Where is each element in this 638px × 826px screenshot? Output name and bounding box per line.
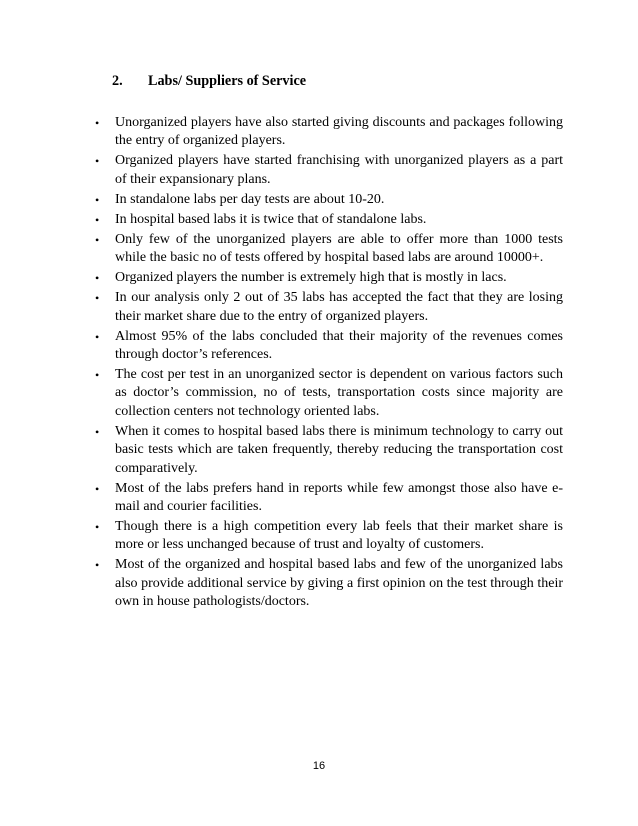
bullet-icon: • bbox=[95, 558, 100, 573]
bullet-text: Though there is a high competition every lab feels that their market share is more or less unchanged because of trust and loyalty of customers. bbox=[115, 519, 563, 553]
bullet-item bbox=[95, 269, 563, 287]
bullet-text: Only few of the unorganized players are able to offer more than 1000 tests while the basic no of tests offered by hospital based labs are around 10000+. bbox=[115, 231, 563, 266]
section-number: 2. bbox=[112, 73, 123, 89]
bullet-text: Organized players the number is extremely high that is mostly in lacs. bbox=[115, 270, 507, 286]
bullet-text: Most of the organized and hospital based labs and few of the unorganized labs also provide additional service by giving a first opinion on the test through their own in house pathologists/doctors. bbox=[115, 557, 563, 610]
bullet-icon: • bbox=[95, 368, 100, 383]
bullet-text: Almost 95% of the labs concluded that their majority of the revenues comes through doctor’s references. bbox=[115, 328, 563, 363]
bullet-icon: • bbox=[95, 232, 100, 247]
bullet-icon: • bbox=[95, 271, 100, 286]
bullet-item bbox=[95, 231, 563, 268]
bullet-list bbox=[95, 114, 563, 613]
section-title: Labs/ Suppliers of Service bbox=[148, 73, 307, 89]
bullet-item bbox=[95, 191, 563, 209]
bullet-icon: • bbox=[95, 154, 100, 169]
bullet-item bbox=[95, 328, 563, 365]
bullet-item bbox=[95, 152, 563, 189]
bullet-text: Most of the labs prefers hand in reports while few amongst those also have e-mail and courier facilities. bbox=[115, 480, 563, 515]
bullet-item bbox=[95, 289, 563, 326]
bullet-item bbox=[95, 518, 563, 555]
bullet-icon: • bbox=[95, 520, 100, 535]
bullet-icon: • bbox=[95, 481, 100, 496]
bullet-text: In hospital based labs it is twice that of standalone labs. bbox=[115, 211, 427, 227]
bullet-text: Organized players have started franchising with unorganized players as a part of their expansionary plans. bbox=[115, 153, 563, 187]
bullet-icon: • bbox=[95, 212, 100, 227]
bullet-item bbox=[95, 114, 563, 151]
bullet-icon: • bbox=[95, 424, 100, 439]
bullet-text: When it comes to hospital based labs there is minimum technology to carry out basic tests which are taken frequently, thereby reducing the transportation cost comparatively. bbox=[115, 423, 563, 476]
page-number: 16 bbox=[312, 760, 326, 772]
bullet-text: The cost per test in an unorganized sector is dependent on various factors such as doctor’s commission, no of tests, transportation costs since majority are collection centers not technology oriented labs. bbox=[115, 367, 563, 419]
section-heading bbox=[112, 73, 306, 90]
bullet-item bbox=[95, 211, 563, 229]
bullet-icon: • bbox=[95, 192, 100, 207]
bullet-item bbox=[95, 366, 563, 421]
bullet-item bbox=[95, 423, 563, 478]
bullet-icon: • bbox=[95, 291, 100, 306]
bullet-icon: • bbox=[95, 329, 100, 344]
bullet-text: In standalone labs per day tests are about 10-20. bbox=[115, 191, 385, 207]
bullet-icon: • bbox=[95, 116, 100, 130]
bullet-item bbox=[95, 556, 563, 611]
bullet-text: Unorganized players have also started giving discounts and packages following the entry of organized players. bbox=[115, 115, 563, 149]
bullet-item bbox=[95, 480, 563, 517]
bullet-text: In our analysis only 2 out of 35 labs has accepted the fact that they are losing their market share due to the entry of organized players. bbox=[115, 290, 563, 324]
